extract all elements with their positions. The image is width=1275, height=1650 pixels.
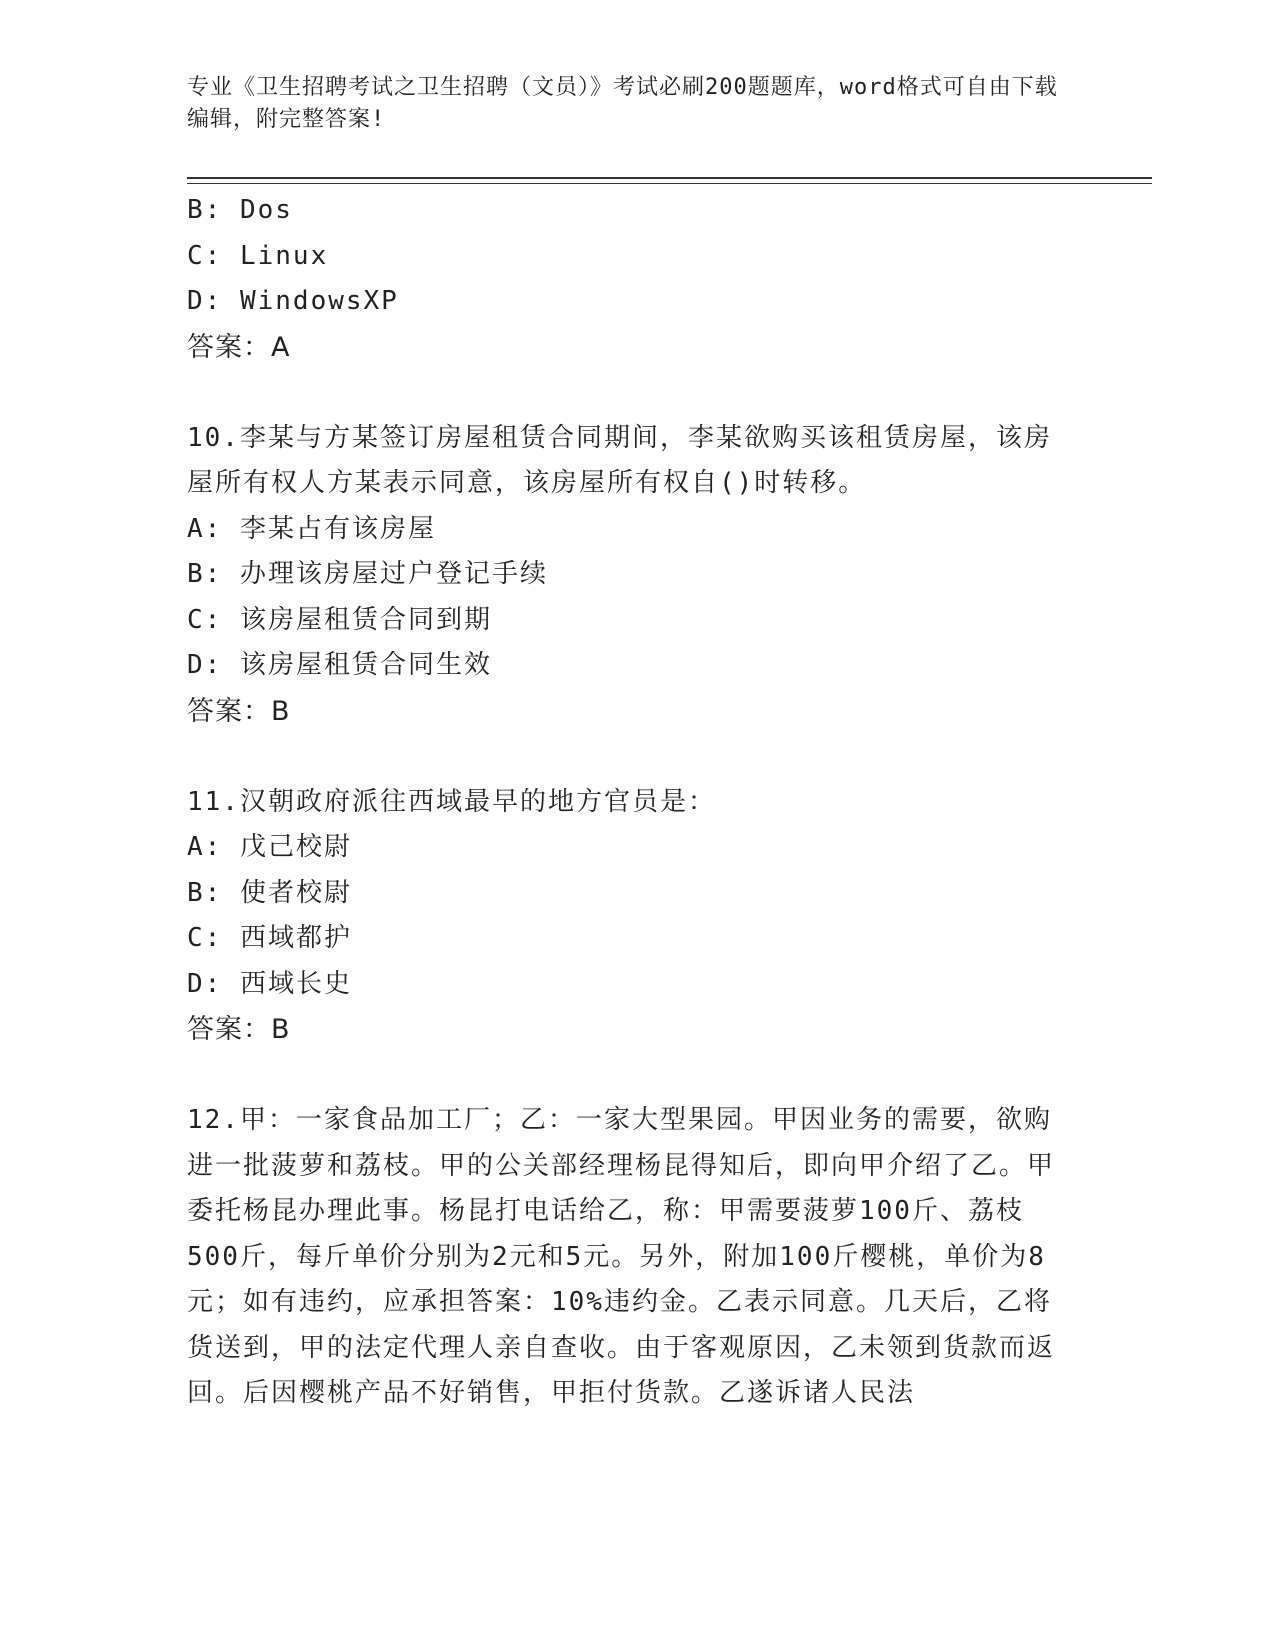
q11-stem: 11.汉朝政府派往西域最早的地方官员是： — [187, 786, 716, 817]
document-header: 专业《卫生招聘考试之卫生招聘（文员）》考试必刷200题题库，word格式可自由下载编辑，附完整答案! — [187, 75, 1058, 132]
header-rule-thick — [187, 177, 1152, 179]
spacer — [187, 734, 1087, 780]
q10-option-b: B: 办理该房屋过户登记手续 — [187, 559, 548, 589]
q10-answer: 答案：B — [187, 695, 291, 727]
header-rule-thin — [187, 183, 1152, 184]
q9-option-b: B: Dos — [187, 195, 293, 225]
spacer — [187, 1053, 1087, 1099]
q12-stem: 12.甲：一家食品加工厂；乙：一家大型果园。甲因业务的需要，欲购进一批菠萝和荔枝。甲的公关部经理杨昆得知后，即向甲介绍了乙。甲委托杨昆办理此事。杨昆打电话给乙，称：甲需要菠萝100斤、荔枝500斤，每斤单价分别为2元和5元。另外，附加100斤樱桃，单价为8元；如有违约，应承担答案：10%违约金。乙表示同意。几天后，乙将货送到，甲的法定代理人亲自查收。由于客观原因，乙未领到货款而返回。后因樱桃产品不好销售，甲拒付货款。乙遂诉诸人民法 — [187, 1105, 1056, 1408]
q11-option-a: A: 戊己校尉 — [187, 832, 352, 862]
q11-option-d: D: 西域长史 — [187, 968, 352, 999]
q10-option-d: D: 该房屋租赁合同生效 — [187, 650, 492, 680]
q9-option-d: D: WindowsXP — [187, 286, 399, 316]
q9-answer: 答案：A — [187, 331, 291, 363]
spacer — [187, 370, 1087, 416]
q11-option-b: B: 使者校尉 — [187, 877, 352, 908]
q9-option-c: C: Linux — [187, 240, 329, 271]
q10-option-c: C: 该房屋租赁合同到期 — [187, 604, 492, 635]
question-content — [187, 188, 1087, 1417]
q11-answer: 答案：B — [187, 1014, 291, 1045]
q10-option-a: A: 李某占有该房屋 — [187, 513, 436, 544]
q11-option-c: C: 西域都护 — [187, 923, 352, 953]
q10-stem: 10.李某与方某签订房屋租赁合同期间，李某欲购买该租赁房屋，该房屋所有权人方某表示同意，该房屋所有权自()时转移。 — [187, 422, 1052, 498]
